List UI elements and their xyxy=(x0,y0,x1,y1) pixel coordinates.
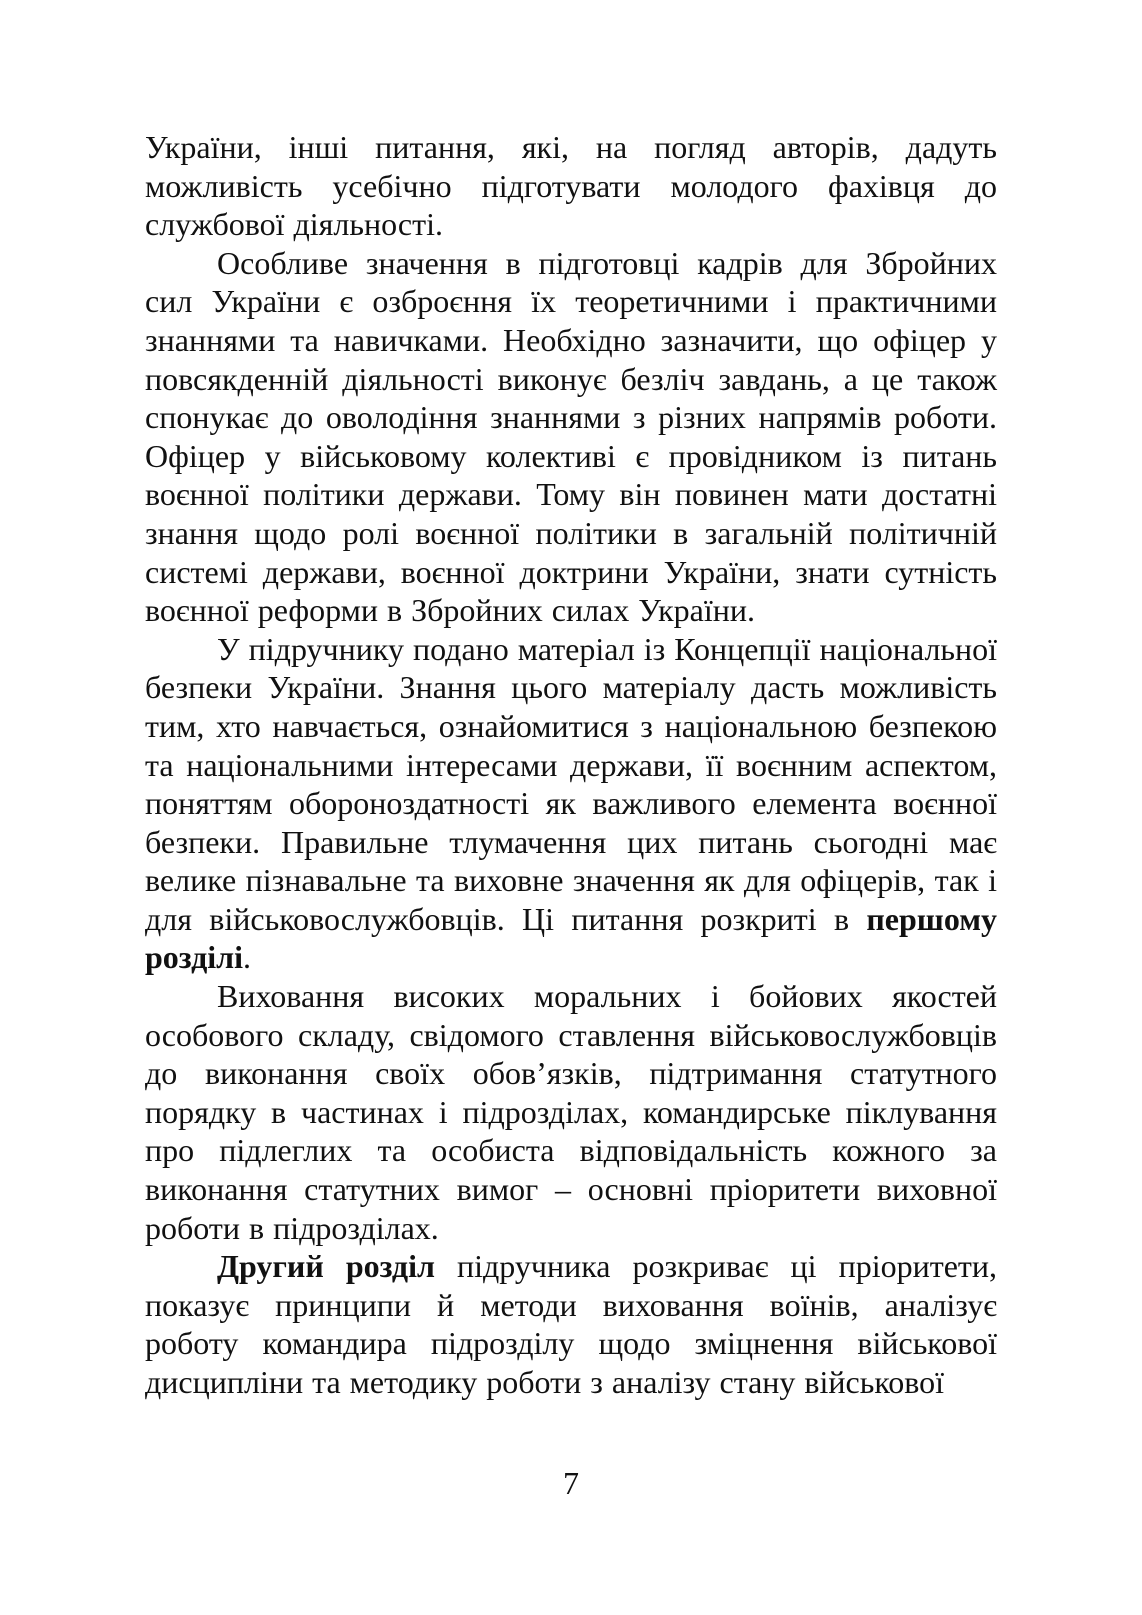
paragraph-1-text: України, інші питання, які, на погляд авторів, дадуть можливість усебічно підготувати молодого фахівця до службової діяльності. xyxy=(145,129,997,243)
paragraph-5-text: підручника розкриває ці пріоритети, показує принципи й методи виховання воїнів, аналізує роботу командира підрозділу щодо зміцнення військової дисципліни та методику роботи з аналізу стану військової xyxy=(145,1248,998,1400)
paragraph-3 xyxy=(145,630,997,977)
paragraph-5-bold-term: Другий розділ xyxy=(217,1248,435,1285)
paragraph-2-text: Особливе значення в підготовці кадрів для Збройних сил України є озброєння їх теоретичними і практичними знаннями та навичками. Необхідно зазначити, що офіцер у повсякденній діяльності виконує безліч завдань, а це також спонукає до оволодіння знаннями з різних напрямів роботи. Офіцер у військовому колективі є провідником із питань воєнної політики держави. Тому він повинен мати достатні знання щодо ролі воєнної політики в загальній політичній системі держави, воєнної доктрини України, знати сутність воєнної реформи в Збройних силах України. xyxy=(145,244,997,629)
page-number: 7 xyxy=(563,1465,579,1501)
paragraph-2 xyxy=(145,244,997,630)
paragraph-1 xyxy=(145,128,997,244)
paragraph-3-text: У підручнику подано матеріал із Концепції національної безпеки України. Знання цього матеріалу дасть можливість тим, хто навчається, ознайомитися з національною безпекою та національними інтересами держави, її воєнним аспектом, поняттям обороноздатності як важливого елемента воєнної безпеки. Правильне тлумачення цих питань сьогодні має велике пізнавальне та виховне значення як для офіцерів, так і для військовослужбовців. Ці питання розкриті в xyxy=(145,630,998,937)
paragraph-5 xyxy=(145,1247,997,1401)
page-body xyxy=(145,128,997,1402)
paragraph-3-bold-term: першому розділі xyxy=(145,900,997,976)
paragraph-4 xyxy=(145,977,997,1247)
paragraph-3-end: . xyxy=(243,939,251,976)
paragraph-4-text: Виховання високих моральних і бойових якостей особового складу, свідомого ставлення військовослужбовців до виконання своїх обов’язків, підтримання статутного порядку в частинах і підрозділах, командирське піклування про підлеглих та особиста відповідальність кожного за виконання статутних вимог – основні пріоритети виховної роботи в підрозділах. xyxy=(145,978,997,1246)
